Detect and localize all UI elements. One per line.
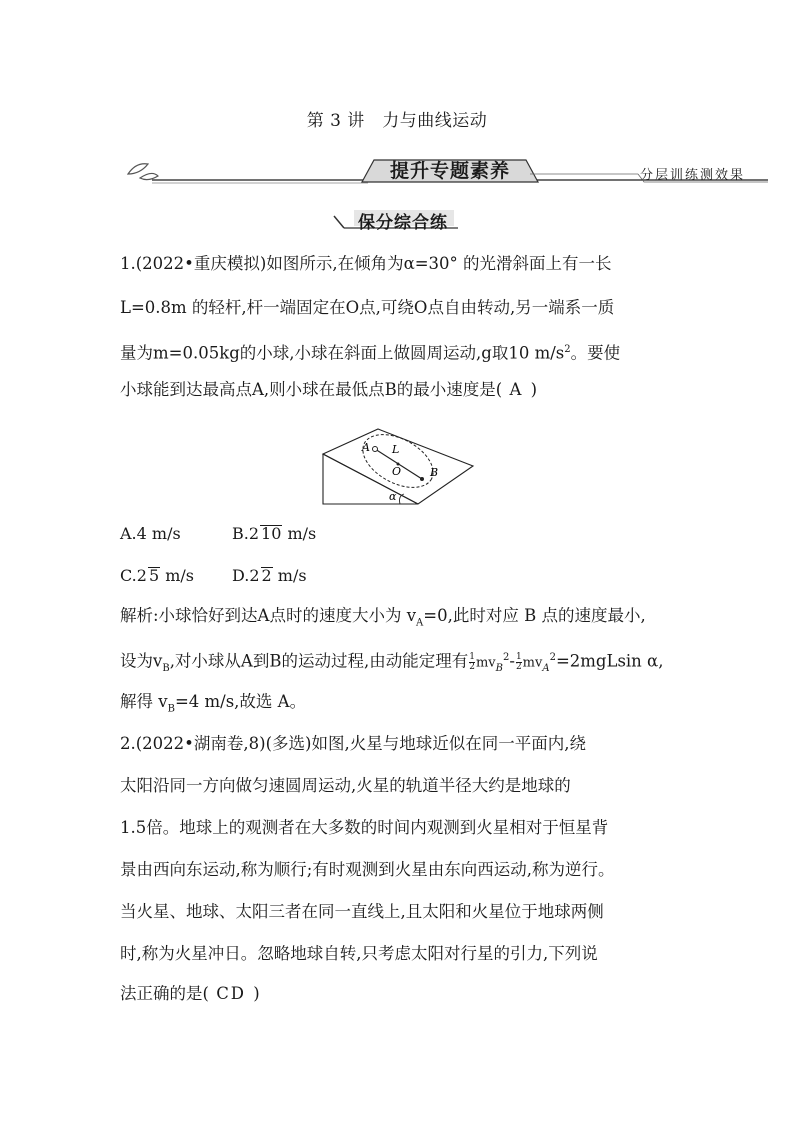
- question-2-line: 太阳沿同一方向做匀速圆周运动,火星的轨道半径大约是地球的: [120, 776, 571, 795]
- option-d: D.2 2 m/s: [232, 566, 307, 585]
- point-o-label: O: [392, 465, 402, 478]
- question-2-line: 当火星、地球、太阳三者在同一直线上,且太阳和火星位于地球两侧: [120, 902, 604, 921]
- question-2-line: 法正确的是( CD ): [120, 984, 260, 1003]
- length-label: L: [392, 443, 400, 456]
- question-2-line: 时,称为火星冲日。忽略地球自转,只考虑太阳对行星的引力,下列说: [120, 944, 598, 963]
- point-b-label: B: [430, 466, 439, 479]
- answer-choice: CD: [216, 984, 247, 1003]
- fraction: $\frac{1}{2}$: [469, 651, 475, 672]
- solution-line: 设为$v_B$,对小球从A到B的运动过程,由动能定理有 $\frac{1}{2}$ $mv_B^2-$ $\frac{1}{2}$ $mv_A^2=2mgLsin$ α,: [120, 651, 664, 674]
- option-b: B.2 10 m/s: [232, 524, 317, 543]
- option-a: A.4 m/s: [120, 524, 181, 543]
- question-2-line: 景由西向东运动,称为顺行;有时观测到火星由东向西运动,称为逆行。: [120, 860, 615, 879]
- option-c: C.2 5 m/s: [120, 566, 194, 585]
- leaf-icon: [140, 173, 158, 179]
- point-a-label: A: [362, 441, 370, 454]
- solution-line: 解析:小球恰好到达A点时的速度大小为 $v_A=0$,此时对应 B 点的速度最小,: [120, 606, 646, 629]
- question-1-line: L=0.8m 的轻杆,杆一端固定在O点,可绕O点自由转动,另一端系一质: [120, 298, 615, 317]
- angle-alpha-label: α: [389, 490, 397, 503]
- sqrt-icon: 5: [148, 566, 160, 585]
- section-title: 保分综合练: [358, 213, 448, 233]
- solution-line: 解得 $v_B=4$ m/s,故选 A。: [120, 692, 307, 715]
- sqrt-icon: 10: [261, 524, 282, 543]
- lecture-title: 第 3 讲 力与曲线运动: [306, 111, 488, 131]
- leaf-icon: [128, 164, 148, 174]
- question-2-line: 1.5倍。地球上的观测者在大多数的时间内观测到火星相对于恒星背: [120, 818, 609, 837]
- banner-subtitle: 分层训练测效果: [640, 168, 746, 183]
- answer-choice: A: [509, 380, 524, 399]
- fraction: $\frac{1}{2}$: [515, 651, 522, 672]
- incline-figure: [318, 424, 478, 510]
- question-1-line: 小球能到达最高点A,则小球在最低点B的最小速度是( A ): [120, 380, 538, 399]
- question-1-line: 量为m=0.05kg的小球,小球在斜面上做圆周运动,g取10 $m/s^2$。要使: [120, 343, 621, 363]
- sqrt-icon: 2: [261, 566, 272, 585]
- question-2-line: 2.(2022•湖南卷,8)(多选)如图,火星与地球近似在同一平面内,绕: [120, 734, 586, 753]
- question-1-line: 1.(2022•重庆模拟)如图所示,在倾角为α=30° 的光滑斜面上有一长: [120, 254, 612, 273]
- banner-title: 提升专题素养: [389, 160, 510, 182]
